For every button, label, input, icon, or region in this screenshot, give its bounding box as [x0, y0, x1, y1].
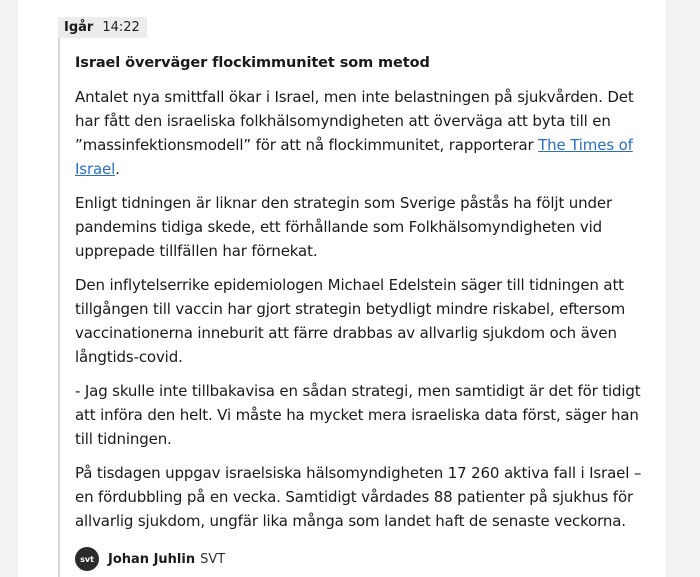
- timestamp: [58, 17, 147, 38]
- post-headline: Israel överväger flockimmunitet som metod: [75, 55, 430, 71]
- live-post-card: [18, 0, 666, 577]
- paragraph-3: Den inflytelserrike epidemiologen Michael Edelstein säger till tidningen att tillgången till vaccin har gjort strategin betydligt mindre riskabel, eftersom vaccinationerna inneburit att färre drabbas av allvarlig sjukdom och även långtids-covid.: [75, 276, 626, 366]
- byline: [75, 547, 660, 571]
- timeline-line: [58, 38, 60, 577]
- post-content: [75, 52, 660, 571]
- timestamp-day: Igår: [64, 20, 94, 35]
- paragraph-1-text: Antalet nya smittfall ökar i Israel, men inte belastningen på sjukvården. Det har fått den israeliska folkhälsomyndigheten att överväga att byta till en ”massinfektionsmodell” för att nå flockimmunitet, rapporterar: [75, 88, 634, 154]
- author-org: SVT: [200, 551, 226, 567]
- paragraph-1: [75, 85, 660, 181]
- times-of-israel-link[interactable]: The Times of Israel: [75, 136, 633, 178]
- svt-avatar-icon: svt: [75, 547, 99, 571]
- paragraph-2: Enligt tidningen är liknar den strategin som Sverige påstås ha följt under pandemins tidiga skede, ett förhållande som Folkhälsomyndigheten vid upprepade tillfällen har förnekat.: [75, 194, 612, 260]
- paragraph-1-end: .: [115, 160, 120, 178]
- paragraph-4: - Jag skulle inte tillbakavisa en sådan strategi, men samtidigt är det för tidigt att införa den helt. Vi måste ha mycket mera israeliska data först, säger han till tidningen.: [75, 382, 641, 448]
- timestamp-time: 14:22: [102, 20, 140, 35]
- author-name: Johan Juhlin: [108, 551, 196, 567]
- paragraph-5: På tisdagen uppgav israelsiska hälsomyndigheten 17 260 aktiva fall i Israel – en fördubbling på en vecka. Samtidigt vårdades 88 patienter på sjukhus för allvarlig sjukdom, ungfär lika många som landet haft de senaste veckorna.: [75, 464, 642, 530]
